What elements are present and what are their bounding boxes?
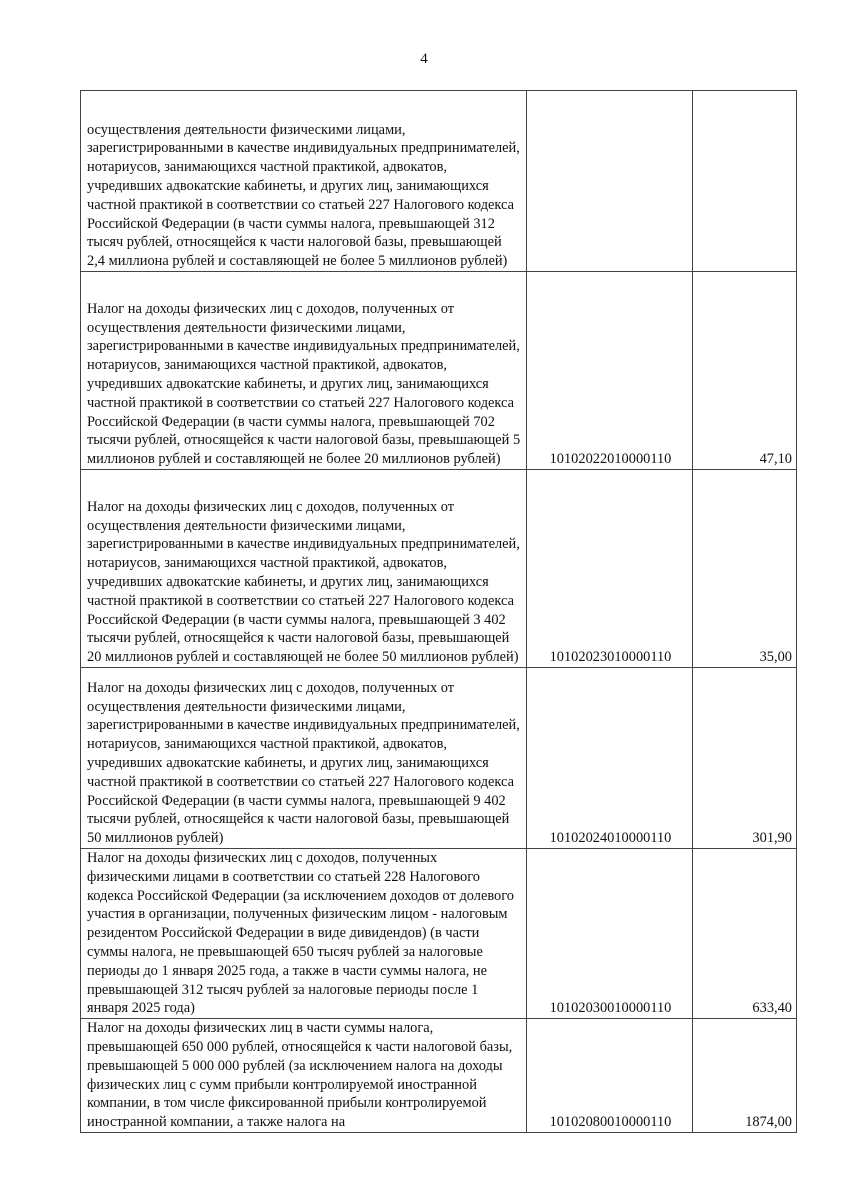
row-code: 10102023010000110: [527, 470, 693, 668]
table-row: [81, 668, 797, 849]
row-description: осуществления деятельности физическими лицами, зарегистрированными в качестве индивидуальных предпринимателей, нотариусов, занимающихся частной практикой, адвокатов, учредивших адвокатские кабинеты, и других лиц, занимающихся частной практикой в соответствии со статьей 227 Налогового кодекса Российской Федерации (в части суммы налога, превышающей 312 тысяч рублей, относящейся к части налоговой базы, превышающей 2,4 миллиона рублей и составляющей не более 5 миллионов рублей): [81, 91, 527, 272]
table-row: [81, 849, 797, 1019]
table-row: [81, 272, 797, 470]
row-amount: 1874,00: [693, 1019, 797, 1133]
row-code: 10102030010000110: [527, 849, 693, 1019]
row-code: 10102022010000110: [527, 272, 693, 470]
row-code: [527, 91, 693, 272]
table-row: [81, 91, 797, 272]
row-description: Налог на доходы физических лиц с доходов, полученных от осуществления деятельности физическими лицами, зарегистрированными в качестве индивидуальных предпринимателей, нотариусов, занимающихся частной практикой, адвокатов, учредивших адвокатские кабинеты, и других лиц, занимающихся частной практикой в соответствии со статьей 227 Налогового кодекса Российской Федерации (в части суммы налога, превышающей 702 тысячи рублей, относящейся к части налоговой базы, превышающей 5 миллионов рублей и составляющей не более 20 миллионов рублей): [81, 272, 527, 470]
row-description: Налог на доходы физических лиц с доходов, полученных физическими лицами в соответствии со статьей 228 Налогового кодекса Российской Федерации (за исключением доходов от долевого участия в организации, полученных физическим лицом - налоговым резидентом Российской Федерации в виде дивидендов) (в части суммы налога, не превышающей 650 тысяч рублей за налоговые периоды до 1 января 2025 года, а также в части суммы налога, не превышающей 312 тысяч рублей за налоговые периоды после 1 января 2025 года): [81, 849, 527, 1019]
row-amount: 301,90: [693, 668, 797, 849]
row-code: 10102080010000110: [527, 1019, 693, 1133]
row-code: 10102024010000110: [527, 668, 693, 849]
row-amount: [693, 91, 797, 272]
row-amount: 47,10: [693, 272, 797, 470]
table-row: [81, 470, 797, 668]
row-description: Налог на доходы физических лиц с доходов, полученных от осуществления деятельности физическими лицами, зарегистрированными в качестве индивидуальных предпринимателей, нотариусов, занимающихся частной практикой, адвокатов, учредивших адвокатские кабинеты, и других лиц, занимающихся частной практикой в соответствии со статьей 227 Налогового кодекса Российской Федерации (в части суммы налога, превышающей 9 402 тысячи рублей, относящейся к части налоговой базы, превышающей 50 миллионов рублей): [81, 668, 527, 849]
table-row: [81, 1019, 797, 1133]
budget-revenue-table: [80, 90, 797, 1133]
page-number: 4: [420, 51, 428, 67]
row-amount: 35,00: [693, 470, 797, 668]
row-amount: 633,40: [693, 849, 797, 1019]
row-description: Налог на доходы физических лиц с доходов, полученных от осуществления деятельности физическими лицами, зарегистрированными в качестве индивидуальных предпринимателей, нотариусов, занимающихся частной практикой, адвокатов, учредивших адвокатские кабинеты, и других лиц, занимающихся частной практикой в соответствии со статьей 227 Налогового кодекса Российской Федерации (в части суммы налога, превышающей 3 402 тысячи рублей, относящейся к части налоговой базы, превышающей 20 миллионов рублей и составляющей не более 50 миллионов рублей): [81, 470, 527, 668]
row-description: Налог на доходы физических лиц в части суммы налога, превышающей 650 000 рублей, относящейся к части налоговой базы, превышающей 5 000 000 рублей (за исключением налога на доходы физических лиц с сумм прибыли контролируемой иностранной компании, в том числе фиксированной прибыли контролируемой иностранной компании, а также налога на: [81, 1019, 527, 1133]
